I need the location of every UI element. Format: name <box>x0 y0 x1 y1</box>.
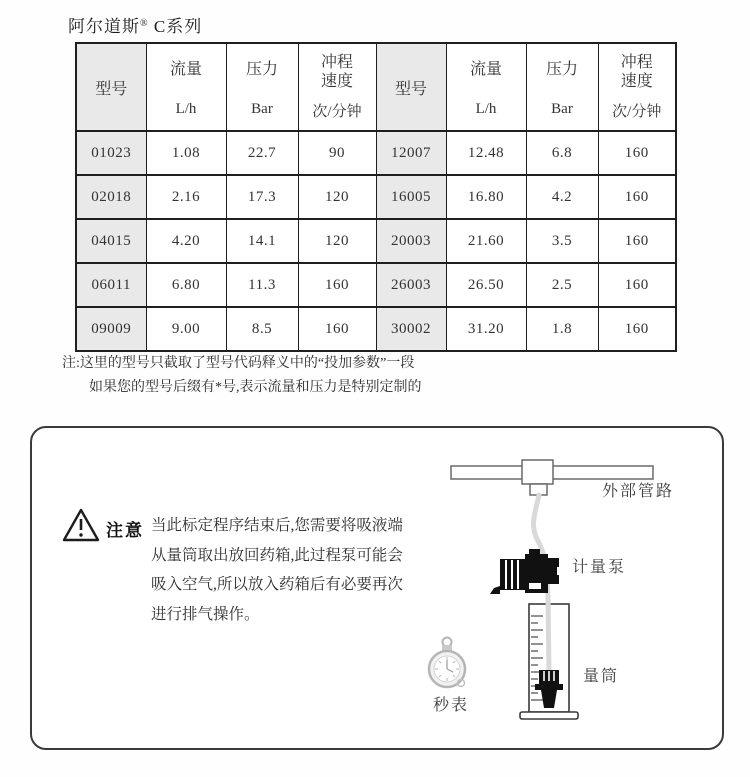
cell-stroke: 160 <box>598 131 676 175</box>
cell-pressure: 2.5 <box>526 263 598 307</box>
cell-pressure: 4.2 <box>526 175 598 219</box>
table-row <box>76 219 676 263</box>
cell-pressure: 17.3 <box>226 175 298 219</box>
cell-stroke: 160 <box>298 307 376 351</box>
table-row <box>76 131 676 175</box>
registered-mark: ® <box>140 18 149 29</box>
footnote-line: 如果您的型号后缀有*号,表示流量和压力是特别定制的 <box>89 380 422 395</box>
cell-stroke: 160 <box>598 263 676 307</box>
cell-stroke: 120 <box>298 175 376 219</box>
header-pressure-left: 压力 Bar <box>226 43 298 131</box>
series-name: 阿尔道斯 <box>68 17 140 36</box>
metering-pump-label: 计量泵 <box>572 559 627 576</box>
cell-pressure: 1.8 <box>526 307 598 351</box>
external-pipe-label: 外部管路 <box>602 483 675 500</box>
cell-model: 01023 <box>76 131 146 175</box>
cell-pressure: 8.5 <box>226 307 298 351</box>
cell-stroke: 160 <box>598 175 676 219</box>
footnotes <box>62 352 422 400</box>
header-flow-left: 流量 L/h <box>146 43 226 131</box>
cell-model: 26003 <box>376 263 446 307</box>
spec-table <box>75 42 677 352</box>
cell-model: 20003 <box>376 219 446 263</box>
series-suffix: C系列 <box>153 17 203 36</box>
cell-flow: 1.08 <box>146 131 226 175</box>
header-flow-right: 流量 L/h <box>446 43 526 131</box>
cell-pressure: 22.7 <box>226 131 298 175</box>
table-row <box>76 307 676 351</box>
cell-model: 30002 <box>376 307 446 351</box>
cell-flow: 26.50 <box>446 263 526 307</box>
cell-flow: 12.48 <box>446 131 526 175</box>
cell-stroke: 120 <box>298 219 376 263</box>
cell-pressure: 6.8 <box>526 131 598 175</box>
cell-flow: 4.20 <box>146 219 226 263</box>
header-stroke-right: 冲程速度 次/分钟 <box>598 43 676 131</box>
stopwatch-icon <box>429 638 465 688</box>
cell-flow: 9.00 <box>146 307 226 351</box>
cell-stroke: 160 <box>598 219 676 263</box>
cell-flow: 21.60 <box>446 219 526 263</box>
cell-model: 04015 <box>76 219 146 263</box>
cell-model: 02018 <box>76 175 146 219</box>
page-title <box>68 12 202 37</box>
cell-pressure: 11.3 <box>226 263 298 307</box>
cell-model: 16005 <box>376 175 446 219</box>
caution-text-line: 当此标定程序结束后,您需要将吸液端 <box>151 517 403 534</box>
caution-text-line: 从量筒取出放回药箱,此过程泵可能会 <box>151 546 403 564</box>
caution-text-line: 进行排气操作。 <box>151 605 260 623</box>
calibration-diagram-box <box>30 426 724 750</box>
header-stroke-left: 冲程速度 次/分钟 <box>298 43 376 131</box>
warning-icon <box>64 510 98 540</box>
cell-flow: 16.80 <box>446 175 526 219</box>
cell-flow: 6.80 <box>146 263 226 307</box>
caution-text-line: 吸入空气,所以放入药箱后有必要再次 <box>151 576 403 593</box>
cell-pressure: 3.5 <box>526 219 598 263</box>
measuring-cylinder-label: 量筒 <box>583 668 620 685</box>
cell-flow: 2.16 <box>146 175 226 219</box>
stopwatch-label: 秒表 <box>433 697 470 714</box>
cell-stroke: 90 <box>298 131 376 175</box>
caution-title: 注意 <box>106 521 144 540</box>
table-row <box>76 263 676 307</box>
header-model-left: 型号 <box>76 43 146 131</box>
cell-flow: 31.20 <box>446 307 526 351</box>
cell-model: 09009 <box>76 307 146 351</box>
table-header-row <box>76 43 676 131</box>
cell-model: 12007 <box>376 131 446 175</box>
footnote-line: 注:这里的型号只截取了型号代码释义中的“投加参数”一段 <box>62 356 415 371</box>
table-row <box>76 175 676 219</box>
header-pressure-right: 压力 Bar <box>526 43 598 131</box>
header-model-right: 型号 <box>376 43 446 131</box>
cell-stroke: 160 <box>298 263 376 307</box>
cell-pressure: 14.1 <box>226 219 298 263</box>
cell-stroke: 160 <box>598 307 676 351</box>
caution-text <box>151 511 411 629</box>
cell-model: 06011 <box>76 263 146 307</box>
